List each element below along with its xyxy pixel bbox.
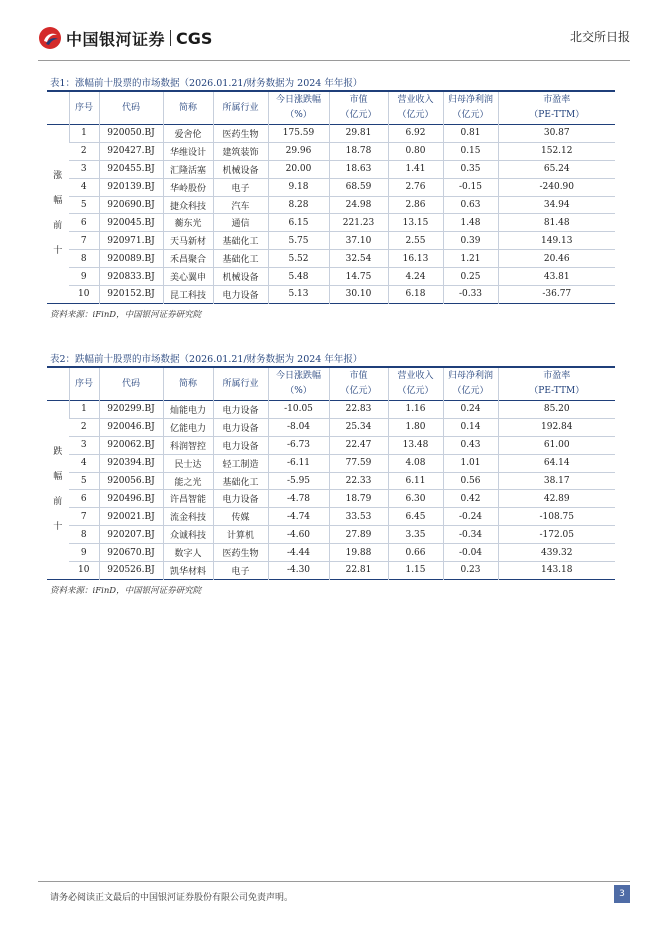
seq-cell: 10 [69,286,99,304]
market-cap-cell: 68.59 [329,178,388,196]
industry-cell: 电力设备 [213,418,268,436]
industry-cell: 基础化工 [213,472,268,490]
pe-cell: -240.90 [498,178,615,196]
revenue-cell: 13.15 [388,214,443,232]
header-industry: 所属行业 [213,91,268,125]
market-cap-cell: 22.83 [329,401,388,419]
logo-divider [170,30,171,46]
market-cap-cell: 22.33 [329,472,388,490]
name-cell: 能之光 [163,472,213,490]
pe-cell: 34.94 [498,196,615,214]
change-cell: 5.48 [268,268,329,286]
industry-cell: 电力设备 [213,401,268,419]
pe-cell: 81.48 [498,214,615,232]
pe-cell: 20.46 [498,250,615,268]
code-cell: 920207.BJ [99,526,163,544]
market-cap-cell: 32.54 [329,250,388,268]
name-cell: 天马新材 [163,232,213,250]
header-group [47,367,69,401]
table-row [47,125,615,143]
industry-cell: 医药生物 [213,544,268,562]
pe-cell: 439.32 [498,544,615,562]
net-profit-cell: 0.24 [443,401,498,419]
name-cell: 数字人 [163,544,213,562]
industry-cell: 基础化工 [213,250,268,268]
change-cell: 5.52 [268,250,329,268]
seq-cell: 4 [69,454,99,472]
table-row [47,401,615,419]
market-cap-cell: 22.47 [329,436,388,454]
header-name: 简称 [163,91,213,125]
seq-cell: 10 [69,562,99,580]
table-row [47,142,615,160]
header-divider [38,60,630,61]
name-cell: 禾昌聚合 [163,250,213,268]
industry-cell: 电子 [213,562,268,580]
industry-cell: 机械设备 [213,268,268,286]
seq-cell: 4 [69,178,99,196]
name-cell: 华维设计 [163,142,213,160]
pe-cell: 192.84 [498,418,615,436]
seq-cell: 7 [69,508,99,526]
pe-cell: 38.17 [498,472,615,490]
code-cell: 920455.BJ [99,160,163,178]
pe-cell: 42.89 [498,490,615,508]
pe-cell: 43.81 [498,268,615,286]
net-profit-cell: -0.15 [443,178,498,196]
name-cell: 流金科技 [163,508,213,526]
net-profit-cell: 0.14 [443,418,498,436]
change-cell: -6.73 [268,436,329,454]
change-cell: 5.75 [268,232,329,250]
code-cell: 920089.BJ [99,250,163,268]
seq-cell: 3 [69,436,99,454]
net-profit-cell: 0.39 [443,232,498,250]
revenue-cell: 16.13 [388,250,443,268]
market-cap-cell: 30.10 [329,286,388,304]
table-row [47,508,615,526]
market-cap-cell: 19.88 [329,544,388,562]
name-cell: 爱舍伦 [163,125,213,143]
seq-cell: 8 [69,526,99,544]
pe-cell: 61.00 [498,436,615,454]
name-cell: 美心翼申 [163,268,213,286]
table-row [47,562,615,580]
table1-header-row [47,91,615,125]
revenue-cell: 2.76 [388,178,443,196]
seq-cell: 9 [69,268,99,286]
market-cap-cell: 25.34 [329,418,388,436]
industry-cell: 计算机 [213,526,268,544]
header-code: 代码 [99,91,163,125]
seq-cell: 2 [69,418,99,436]
code-cell: 920046.BJ [99,418,163,436]
table1-title: 表1：涨幅前十股票的市场数据（2026.01.21/财务数据为 2024 年年报） [50,78,363,89]
industry-cell: 传媒 [213,508,268,526]
revenue-cell: 6.92 [388,125,443,143]
change-cell: 6.15 [268,214,329,232]
header-seq: 序号 [69,367,99,401]
code-cell: 920427.BJ [99,142,163,160]
name-cell: 汇隆活塞 [163,160,213,178]
change-cell: 29.96 [268,142,329,160]
change-cell: -10.05 [268,401,329,419]
seq-cell: 8 [69,250,99,268]
header-revenue: 营业收入 （亿元） [388,367,443,401]
name-cell: 众诚科技 [163,526,213,544]
table-row [47,214,615,232]
seq-cell: 5 [69,472,99,490]
revenue-cell: 0.66 [388,544,443,562]
name-cell: 华岭股份 [163,178,213,196]
industry-cell: 汽车 [213,196,268,214]
revenue-cell: 1.15 [388,562,443,580]
industry-cell: 机械设备 [213,160,268,178]
change-cell: -5.95 [268,472,329,490]
revenue-cell: 1.80 [388,418,443,436]
code-cell: 920394.BJ [99,454,163,472]
table-row [47,232,615,250]
header-pe: 市盈率 （PE-TTM） [498,91,615,125]
industry-cell: 医药生物 [213,125,268,143]
table-row [47,178,615,196]
industry-cell: 建筑装饰 [213,142,268,160]
brand-logo [38,25,212,51]
industry-cell: 基础化工 [213,232,268,250]
name-cell: 许昌智能 [163,490,213,508]
table-row [47,160,615,178]
cgs-logo-icon [38,26,62,50]
group-label: 跌 幅 前 十 [53,446,63,532]
revenue-cell: 6.30 [388,490,443,508]
change-cell: -4.30 [268,562,329,580]
industry-cell: 电子 [213,178,268,196]
name-cell: 灿能电力 [163,401,213,419]
code-cell: 920152.BJ [99,286,163,304]
table-row [47,472,615,490]
revenue-cell: 6.18 [388,286,443,304]
header-group [47,91,69,125]
net-profit-cell: -0.24 [443,508,498,526]
code-cell: 920833.BJ [99,268,163,286]
table-row [47,436,615,454]
pe-cell: 64.14 [498,454,615,472]
net-profit-cell: 0.35 [443,160,498,178]
market-cap-cell: 18.78 [329,142,388,160]
name-cell: 民士达 [163,454,213,472]
name-cell: 蘅东光 [163,214,213,232]
change-cell: -4.74 [268,508,329,526]
net-profit-cell: 0.25 [443,268,498,286]
net-profit-cell: 0.23 [443,562,498,580]
name-cell: 科润智控 [163,436,213,454]
market-cap-cell: 29.81 [329,125,388,143]
revenue-cell: 6.11 [388,472,443,490]
seq-cell: 5 [69,196,99,214]
table-row [47,490,615,508]
pe-cell: -108.75 [498,508,615,526]
header-net-profit: 归母净利润 （亿元） [443,367,498,401]
code-cell: 920690.BJ [99,196,163,214]
name-cell: 亿能电力 [163,418,213,436]
table-row [47,526,615,544]
table-row [47,268,615,286]
pe-cell: -36.77 [498,286,615,304]
revenue-cell: 0.80 [388,142,443,160]
table-row [47,250,615,268]
code-cell: 920045.BJ [99,214,163,232]
logo-chinese-text: 中国银河证券 [66,29,166,49]
net-profit-cell: -0.34 [443,526,498,544]
change-cell: 175.59 [268,125,329,143]
market-cap-cell: 22.81 [329,562,388,580]
table-row [47,286,615,304]
footer-disclaimer: 请务必阅读正文最后的中国银河证券股份有限公司免责声明。 [50,893,294,903]
net-profit-cell: 0.42 [443,490,498,508]
header-seq: 序号 [69,91,99,125]
group-label: 涨 幅 前 十 [53,170,63,256]
net-profit-cell: 0.15 [443,142,498,160]
seq-cell: 9 [69,544,99,562]
table1-gainers [47,90,615,304]
code-cell: 920050.BJ [99,125,163,143]
seq-cell: 1 [69,125,99,143]
pe-cell: 65.24 [498,160,615,178]
header-change: 今日涨跌幅 （%） [268,91,329,125]
page-number: 3 [614,885,630,903]
market-cap-cell: 18.79 [329,490,388,508]
name-cell: 凯华材料 [163,562,213,580]
table2-losers [47,366,615,580]
header-industry: 所属行业 [213,367,268,401]
net-profit-cell: 0.43 [443,436,498,454]
seq-cell: 2 [69,142,99,160]
code-cell: 920670.BJ [99,544,163,562]
code-cell: 920496.BJ [99,490,163,508]
header-net-profit: 归母净利润 （亿元） [443,91,498,125]
change-cell: -4.44 [268,544,329,562]
market-cap-cell: 33.53 [329,508,388,526]
change-cell: -4.60 [268,526,329,544]
net-profit-cell: 0.81 [443,125,498,143]
change-cell: 5.13 [268,286,329,304]
industry-cell: 电力设备 [213,286,268,304]
market-cap-cell: 24.98 [329,196,388,214]
seq-cell: 1 [69,401,99,419]
header-market-cap: 市值 （亿元） [329,367,388,401]
header-code: 代码 [99,367,163,401]
table-row [47,418,615,436]
change-cell: 8.28 [268,196,329,214]
header-change: 今日涨跌幅 （%） [268,367,329,401]
logo-english-text: CGS [176,28,213,48]
industry-cell: 电力设备 [213,490,268,508]
revenue-cell: 2.55 [388,232,443,250]
table-row [47,544,615,562]
pe-cell: -172.05 [498,526,615,544]
code-cell: 920139.BJ [99,178,163,196]
net-profit-cell: 1.21 [443,250,498,268]
table2-title: 表2：跌幅前十股票的市场数据（2026.01.21/财务数据为 2024 年年报） [50,354,363,365]
name-cell: 捷众科技 [163,196,213,214]
code-cell: 920526.BJ [99,562,163,580]
code-cell: 920299.BJ [99,401,163,419]
table2-source: 资料来源：iFinD，中国银河证券研究院 [50,586,202,596]
net-profit-cell: -0.33 [443,286,498,304]
table-row [47,454,615,472]
market-cap-cell: 14.75 [329,268,388,286]
header-market-cap: 市值 （亿元） [329,91,388,125]
pe-cell: 30.87 [498,125,615,143]
net-profit-cell: -0.04 [443,544,498,562]
pe-cell: 152.12 [498,142,615,160]
market-cap-cell: 27.89 [329,526,388,544]
change-cell: -4.78 [268,490,329,508]
revenue-cell: 4.08 [388,454,443,472]
revenue-cell: 2.86 [388,196,443,214]
industry-cell: 通信 [213,214,268,232]
industry-cell: 电力设备 [213,436,268,454]
code-cell: 920971.BJ [99,232,163,250]
industry-cell: 轻工制造 [213,454,268,472]
seq-cell: 6 [69,490,99,508]
revenue-cell: 1.41 [388,160,443,178]
name-cell: 昆工科技 [163,286,213,304]
revenue-cell: 6.45 [388,508,443,526]
table-row [47,196,615,214]
net-profit-cell: 1.48 [443,214,498,232]
footer-divider [38,881,630,882]
code-cell: 920021.BJ [99,508,163,526]
change-cell: -6.11 [268,454,329,472]
pe-cell: 143.18 [498,562,615,580]
net-profit-cell: 1.01 [443,454,498,472]
page-header [0,0,662,60]
pe-cell: 149.13 [498,232,615,250]
market-cap-cell: 37.10 [329,232,388,250]
change-cell: -8.04 [268,418,329,436]
seq-cell: 6 [69,214,99,232]
revenue-cell: 1.16 [388,401,443,419]
table1-source: 资料来源：iFinD，中国银河证券研究院 [50,310,202,320]
revenue-cell: 13.48 [388,436,443,454]
net-profit-cell: 0.56 [443,472,498,490]
header-name: 简称 [163,367,213,401]
code-cell: 920062.BJ [99,436,163,454]
report-type: 北交所日报 [569,30,630,44]
market-cap-cell: 221.23 [329,214,388,232]
code-cell: 920056.BJ [99,472,163,490]
change-cell: 20.00 [268,160,329,178]
revenue-cell: 4.24 [388,268,443,286]
seq-cell: 3 [69,160,99,178]
pe-cell: 85.20 [498,401,615,419]
header-pe: 市盈率 （PE-TTM） [498,367,615,401]
market-cap-cell: 77.59 [329,454,388,472]
header-revenue: 营业收入 （亿元） [388,91,443,125]
table2-header-row [47,367,615,401]
market-cap-cell: 18.63 [329,160,388,178]
net-profit-cell: 0.63 [443,196,498,214]
seq-cell: 7 [69,232,99,250]
revenue-cell: 3.35 [388,526,443,544]
change-cell: 9.18 [268,178,329,196]
